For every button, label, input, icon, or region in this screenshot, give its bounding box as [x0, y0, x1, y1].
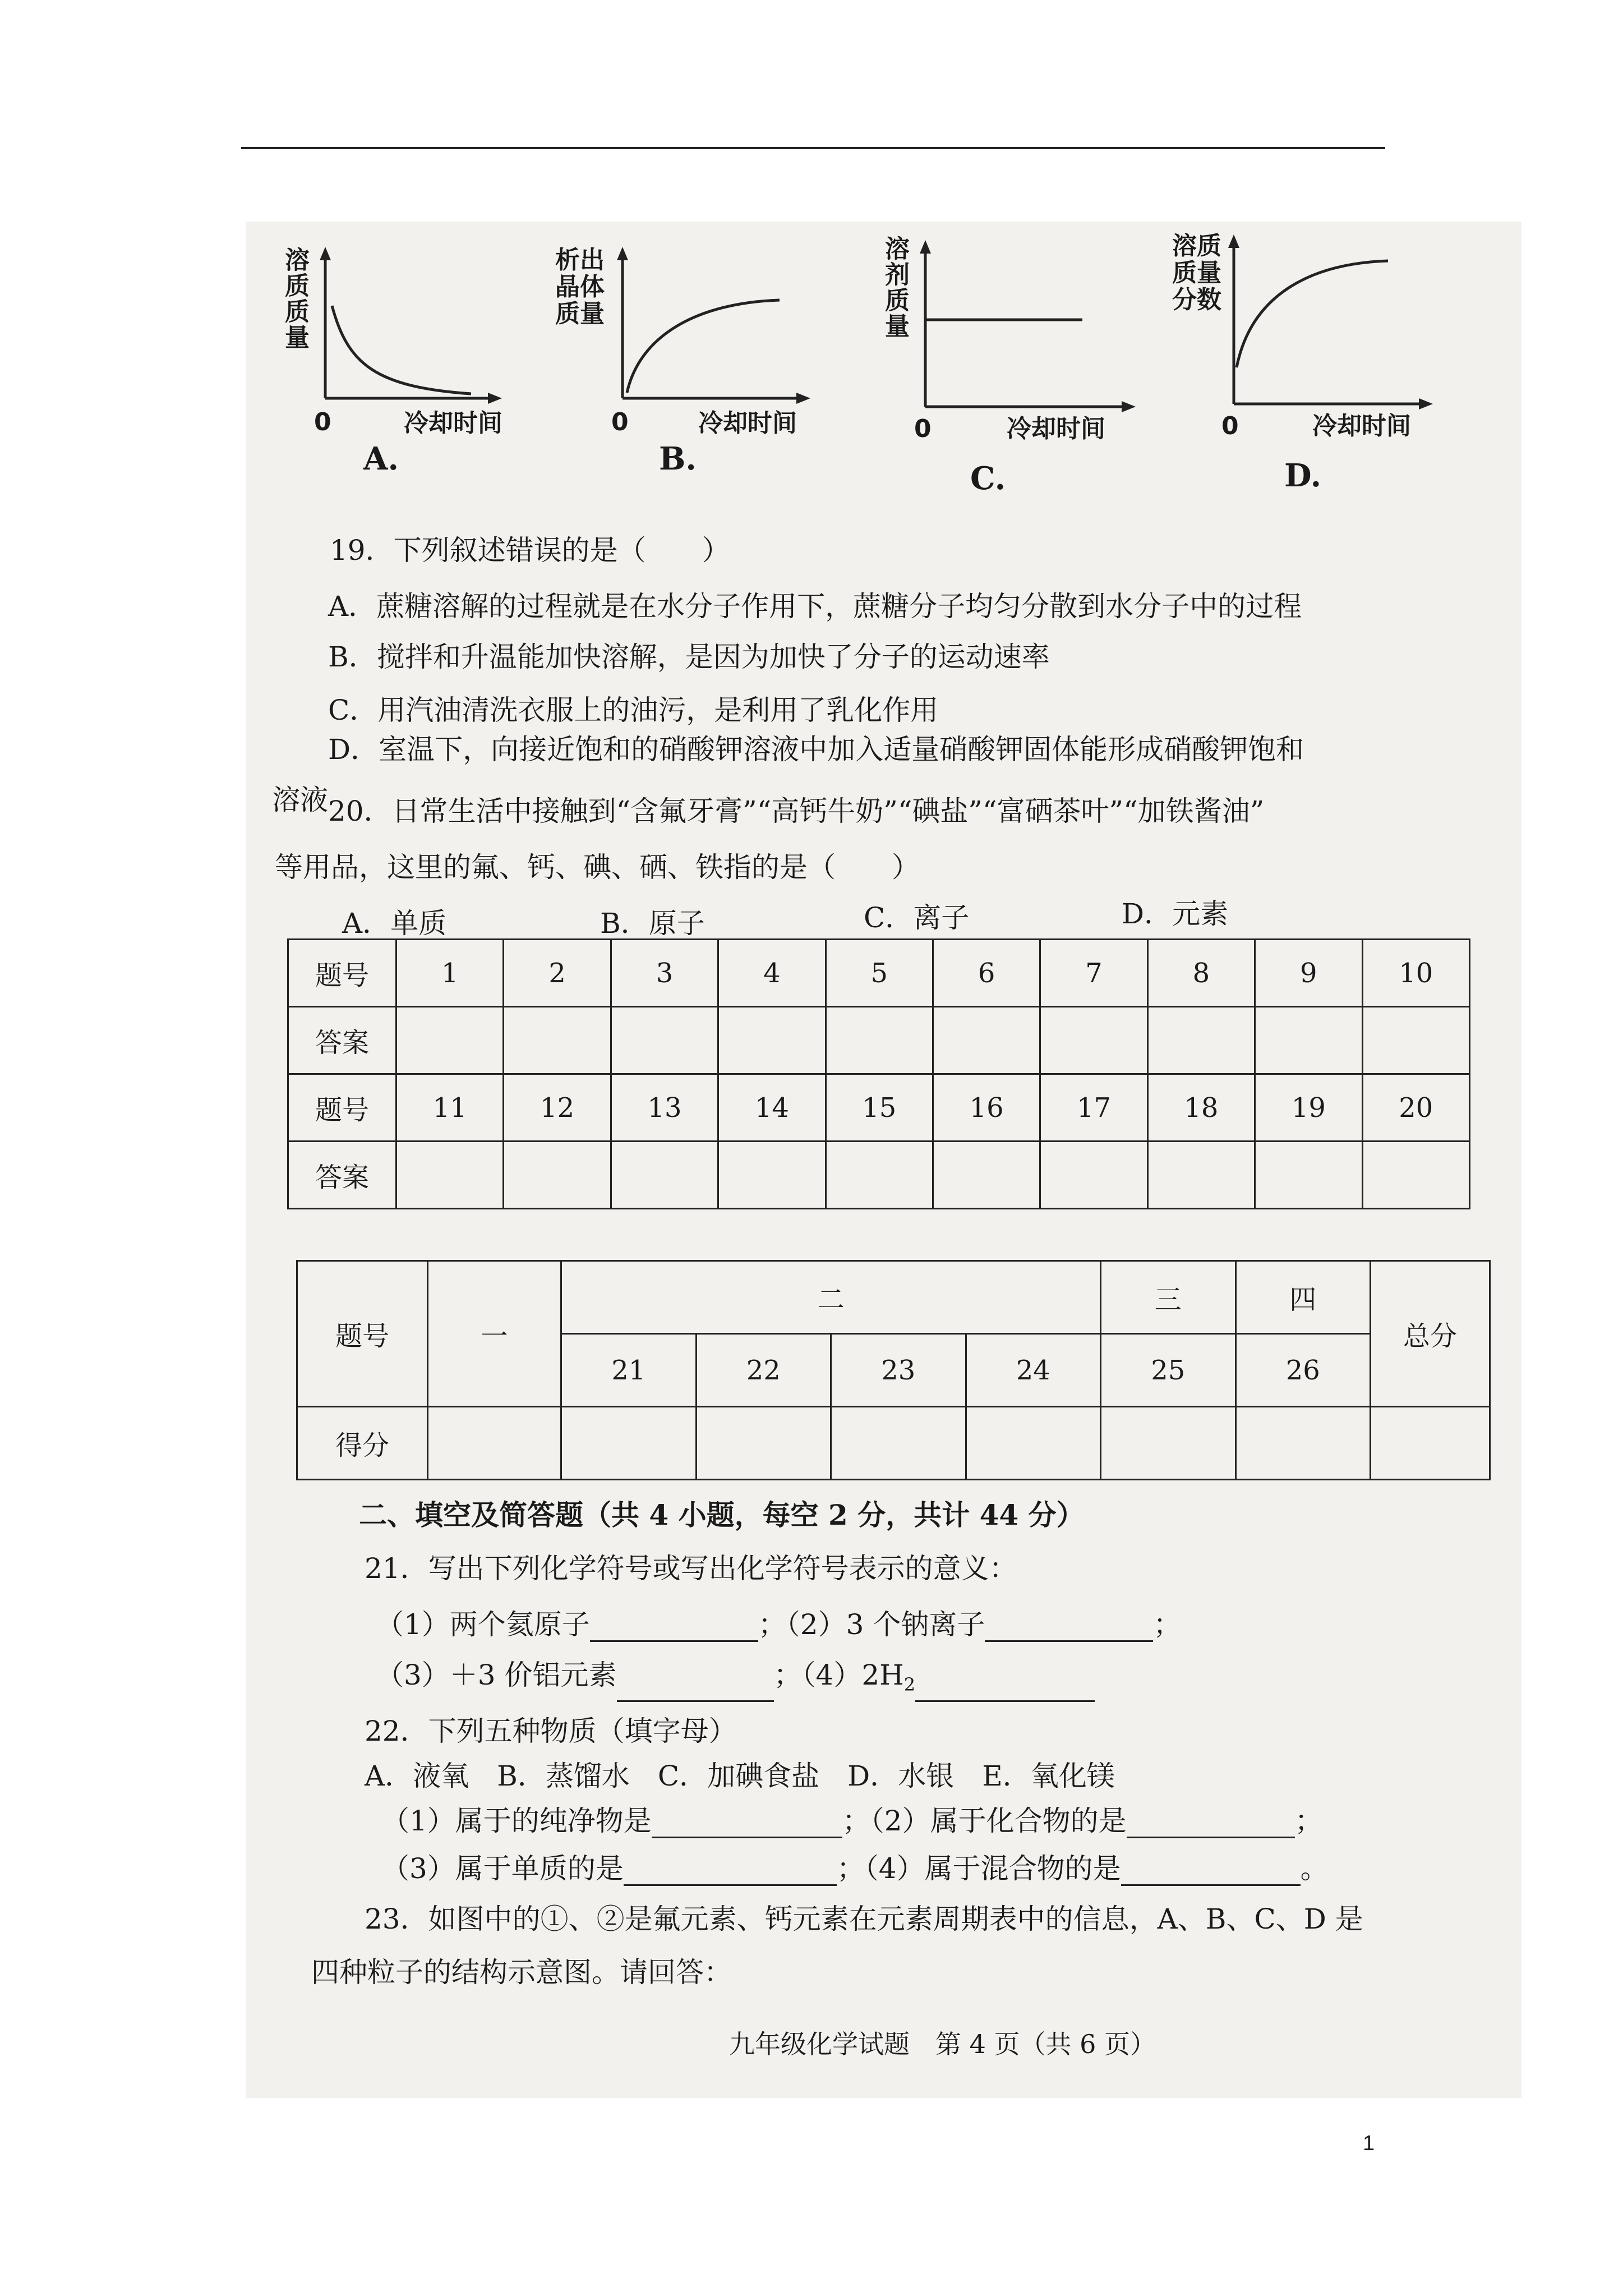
graph-b-ylabel: 析出晶体质量 — [555, 246, 605, 328]
q22-blank-4[interactable] — [1121, 1857, 1301, 1886]
q21-blank-2[interactable] — [985, 1613, 1153, 1642]
score-col-21: 21 — [561, 1334, 697, 1407]
q22-part-1: （1）属于的纯净物是 — [381, 1805, 652, 1837]
q19-option-d-cont: 溶液 — [272, 784, 328, 816]
answer-num-4: 4 — [718, 940, 826, 1007]
q21-stem: 21．写出下列化学符号或写出化学符号表示的意义： — [365, 1552, 1017, 1585]
q20-option-c: C．离子 — [864, 901, 970, 934]
answer-cell[interactable] — [718, 1142, 826, 1209]
q21-part-4: ；（4）2H — [773, 1659, 904, 1691]
answer-cell[interactable] — [1362, 1007, 1469, 1074]
graph-c-axes — [880, 236, 1150, 421]
answer-num-11: 11 — [396, 1074, 504, 1142]
q22-part-2-end: ； — [1294, 1805, 1323, 1837]
answer-row-label: 答案 — [288, 1007, 396, 1074]
q21-part-2: ；（2）3 个钠离子 — [758, 1608, 985, 1641]
q20-stem-cont: 等用品，这里的氟、钙、碘、硒、铁指的是（ ） — [275, 851, 920, 884]
q22-blank-3[interactable] — [624, 1857, 837, 1886]
answer-cell[interactable] — [504, 1007, 611, 1074]
graph-d — [1172, 230, 1453, 494]
graph-a-letter: A. — [363, 440, 399, 477]
q21-blank-1[interactable] — [590, 1613, 758, 1642]
score-col-23: 23 — [831, 1334, 966, 1407]
answer-row-label: 题号 — [288, 940, 396, 1007]
answer-cell[interactable] — [1040, 1007, 1147, 1074]
score-cell[interactable] — [428, 1407, 561, 1480]
q21-line-2 — [376, 1658, 1095, 1702]
q22-blank-1[interactable] — [652, 1810, 842, 1838]
graph-b-letter: B. — [659, 440, 697, 477]
answer-num-19: 19 — [1255, 1074, 1362, 1142]
graph-a-origin: 0 — [314, 408, 331, 436]
score-section-1: 一 — [428, 1261, 561, 1407]
score-cell[interactable] — [1371, 1407, 1490, 1480]
answer-cell[interactable] — [718, 1007, 826, 1074]
q21-part-2-end: ； — [1153, 1608, 1182, 1641]
answer-cell[interactable] — [504, 1142, 611, 1209]
answer-num-16: 16 — [933, 1074, 1040, 1142]
score-total: 总分 — [1371, 1261, 1490, 1407]
q22-line-1 — [381, 1803, 1323, 1838]
score-col-26: 26 — [1235, 1334, 1371, 1407]
score-section-2: 二 — [561, 1261, 1101, 1334]
answer-num-2: 2 — [504, 940, 611, 1007]
score-table — [296, 1260, 1491, 1480]
graph-d-xlabel: 冷却时间 — [1312, 412, 1411, 440]
graph-d-curve — [1237, 261, 1388, 367]
answer-cell[interactable] — [396, 1007, 504, 1074]
q20-option-b: B．原子 — [600, 907, 705, 940]
header-rule — [241, 147, 1385, 149]
score-row-label: 得分 — [297, 1407, 428, 1480]
answer-num-8: 8 — [1147, 940, 1255, 1007]
score-section-4: 四 — [1235, 1261, 1371, 1334]
score-cell[interactable] — [1235, 1407, 1371, 1480]
graph-d-ylabel: 溶质质量分数 — [1172, 232, 1221, 314]
graph-b-origin: 0 — [611, 408, 629, 436]
q20-option-a: A．单质 — [342, 907, 447, 940]
q20-option-d: D．元素 — [1122, 898, 1229, 930]
q22-line-2 — [381, 1851, 1329, 1886]
q19-option-b: B．搅拌和升温能加快溶解，是因为加快了分子的运动速率 — [328, 641, 1050, 673]
graph-a-ylabel: 溶质质量 — [280, 247, 309, 350]
q22-part-2: ；（2）属于化合物的是 — [842, 1805, 1127, 1837]
answer-cell[interactable] — [1255, 1142, 1362, 1209]
answer-row-label: 题号 — [288, 1074, 396, 1142]
graph-a-axes — [280, 247, 516, 432]
answer-cell[interactable] — [1147, 1007, 1255, 1074]
graph-c-letter: C. — [970, 460, 1006, 497]
score-col-22: 22 — [696, 1334, 831, 1407]
score-cell[interactable] — [966, 1407, 1101, 1480]
answer-cell[interactable] — [396, 1142, 504, 1209]
graph-c — [880, 236, 1150, 497]
q21-line-1 — [376, 1607, 1181, 1642]
graph-a-curve — [332, 306, 471, 394]
q19-option-d: D．室温下，向接近饱和的硝酸钾溶液中加入适量硝酸钾固体能形成硝酸钾饱和 — [328, 733, 1304, 766]
section-2-heading: 二、填空及简答题（共 4 小题，每空 2 分，共计 44 分） — [359, 1498, 1085, 1531]
graph-d-origin: 0 — [1221, 412, 1239, 440]
answer-cell[interactable] — [611, 1007, 718, 1074]
q21-blank-3[interactable] — [617, 1673, 774, 1702]
answer-num-10: 10 — [1362, 940, 1469, 1007]
q21-blank-4[interactable] — [915, 1673, 1095, 1702]
graph-a-xlabel: 冷却时间 — [404, 409, 502, 438]
answer-num-15: 15 — [826, 1074, 933, 1142]
q22-part-4-end: 。 — [1300, 1852, 1329, 1885]
answer-num-20: 20 — [1362, 1074, 1469, 1142]
answer-num-7: 7 — [1040, 940, 1147, 1007]
graph-b-curve — [627, 300, 780, 393]
answer-num-14: 14 — [718, 1074, 826, 1142]
score-col-25: 25 — [1101, 1334, 1236, 1407]
score-cell[interactable] — [1101, 1407, 1236, 1480]
q21-part-4-subscript: 2 — [903, 1674, 916, 1695]
graph-a — [280, 247, 516, 482]
answer-cell[interactable] — [933, 1142, 1040, 1209]
graph-c-origin: 0 — [914, 415, 932, 443]
answer-num-12: 12 — [504, 1074, 611, 1142]
score-col-24: 24 — [966, 1334, 1101, 1407]
answer-cell[interactable] — [1362, 1142, 1469, 1209]
answer-row-label: 答案 — [288, 1142, 396, 1209]
q22-stem: 22．下列五种物质（填字母） — [365, 1715, 737, 1747]
q22-part-3: （3）属于单质的是 — [381, 1852, 624, 1885]
answer-cell[interactable] — [1147, 1142, 1255, 1209]
page-number: 1 — [1363, 2132, 1375, 2155]
q23-stem-cont: 四种粒子的结构示意图。请回答： — [311, 1956, 732, 1989]
answer-num-9: 9 — [1255, 940, 1362, 1007]
answer-cell[interactable] — [826, 1142, 933, 1209]
score-cell[interactable] — [696, 1407, 831, 1480]
score-section-3: 三 — [1101, 1261, 1236, 1334]
answer-num-13: 13 — [611, 1074, 718, 1142]
answer-cell[interactable] — [933, 1007, 1040, 1074]
answer-num-5: 5 — [826, 940, 933, 1007]
answer-cell[interactable] — [611, 1142, 718, 1209]
score-row-label: 题号 — [297, 1261, 428, 1407]
q19-option-a: A．蔗糖溶解的过程就是在水分子作用下，蔗糖分子均匀分散到水分子中的过程 — [328, 590, 1302, 623]
graph-d-letter: D. — [1284, 457, 1322, 494]
q22-blank-2[interactable] — [1127, 1810, 1295, 1838]
answer-num-6: 6 — [933, 940, 1040, 1007]
q23-stem: 23．如图中的①、②是氟元素、钙元素在元素周期表中的信息，A、B、C、D 是 — [365, 1903, 1363, 1935]
answer-cell[interactable] — [826, 1007, 933, 1074]
graph-b-xlabel: 冷却时间 — [698, 409, 797, 438]
q19-option-c: C．用汽油清洗衣服上的油污，是利用了乳化作用 — [328, 694, 939, 726]
answer-num-1: 1 — [396, 940, 504, 1007]
answer-cell[interactable] — [1040, 1142, 1147, 1209]
answer-num-18: 18 — [1147, 1074, 1255, 1142]
score-cell[interactable] — [561, 1407, 697, 1480]
q22-part-4: ；（4）属于混合物的是 — [836, 1852, 1121, 1885]
page-footer: 九年级化学试题 第 4 页（共 6 页） — [729, 2029, 1156, 2059]
answer-table — [287, 938, 1470, 1209]
answer-num-17: 17 — [1040, 1074, 1147, 1142]
q21-part-3: （3）＋3 价铝元素 — [376, 1659, 617, 1691]
q22-options: A．液氧 B．蒸馏水 C．加碘食盐 D．水银 E．氧化镁 — [365, 1760, 1115, 1792]
q19-stem: 19．下列叙述错误的是（ ） — [330, 534, 730, 567]
answer-num-3: 3 — [611, 940, 718, 1007]
q20-stem: 20．日常生活中接触到“含氟牙膏”“高钙牛奶”“碘盐”“富硒茶叶”“加铁酱油” — [328, 795, 1265, 827]
score-cell[interactable] — [831, 1407, 966, 1480]
graph-c-ylabel: 溶剂质量 — [880, 236, 909, 339]
q21-part-1: （1）两个氦原子 — [376, 1608, 590, 1641]
graph-c-xlabel: 冷却时间 — [1007, 415, 1105, 443]
answer-cell[interactable] — [1255, 1007, 1362, 1074]
graph-b — [555, 247, 813, 482]
